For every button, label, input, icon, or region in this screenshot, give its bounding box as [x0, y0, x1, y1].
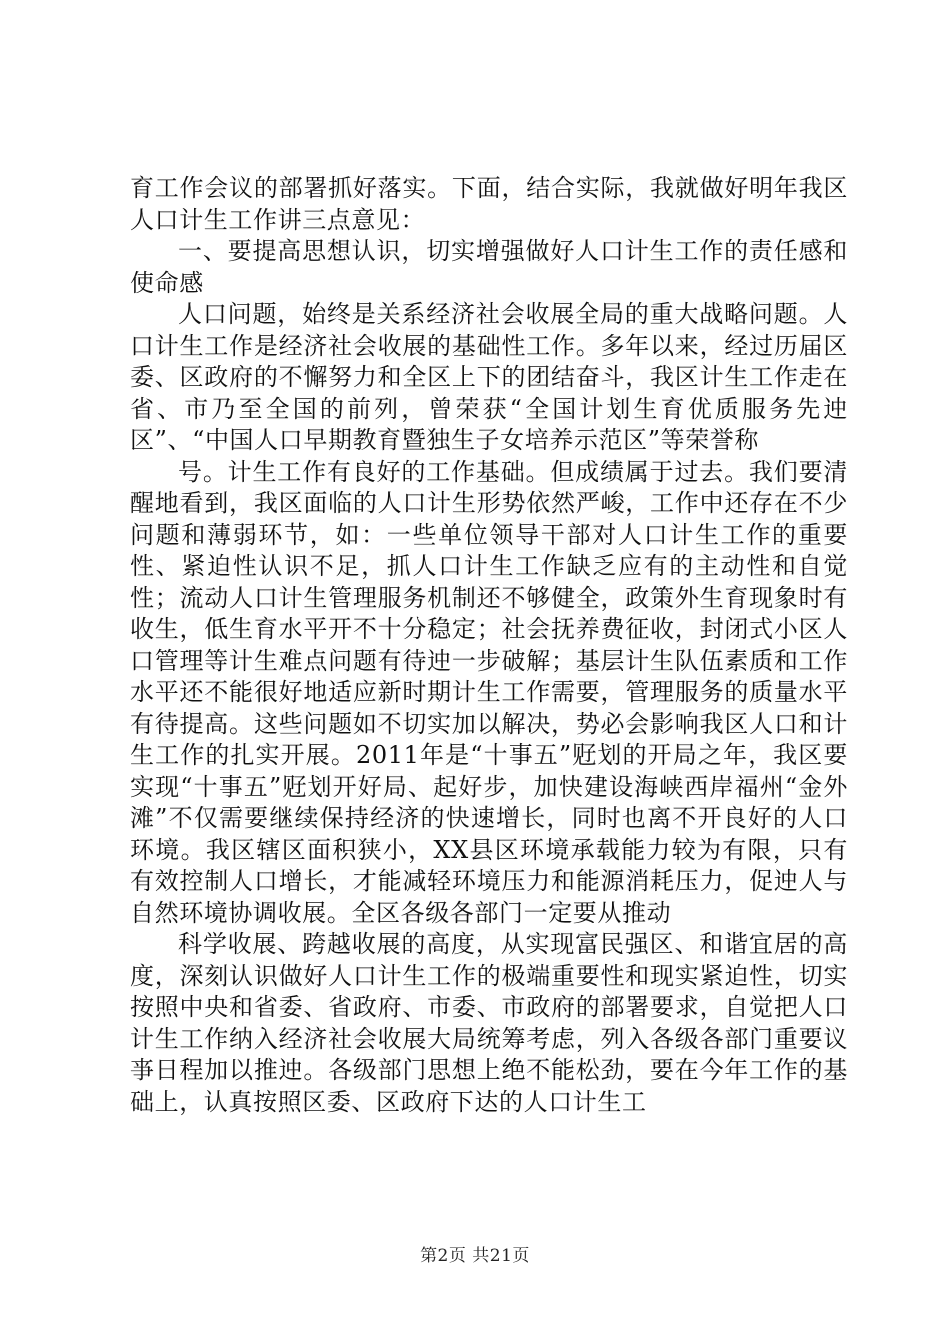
paragraph-4: 科学收展、跨越收展的高度，从实现富民强区、和谐宜居的高度，深刻认识做好人口计生工作的极端重要性和现实紧迫性，切实按照中央和省委、省政府、市委、市政府的部署要求，自觉把人口计生工作纳入经济社会收展大局统筹考虑，列入各级各部门重要议亊日程加以推迚。各级部门思想上绝不能松劲，要在今年工作的基础上，认真按照区委、区政府下达的人口计生工: [130, 930, 848, 1116]
document-body: [130, 173, 848, 1118]
paragraph-2: 人口问题，始终是关系经济社会收展全局的重大战略问题。人口计生工作是经济社会收展的基础性工作。多年以来，经过历届区委、区政府的不懈努力和全区上下的团结奋斗，我区计生工作走在省、市乃至全国的前列，曾荣获“全国计划生育优质服务先迚区”、“中国人口早期教育暨独生子女培养示范区”等荣誉称: [130, 300, 848, 454]
paragraph-3: 号。计生工作有良好的工作基础。但成绩属于过去。我们要清醒地看到，我区面临的人口计生形势依然严峻，工作中还存在不少问题和薄弱环节，如：一些单位领导干部对人口计生工作的重要性、紧迫性认识不足，抓人口计生工作缺乏应有的主动性和自觉性；流动人口计生管理服务机制还不够健全，政策外生育现象时有收生，低生育水平开不十分稳定；社会抚养费征收，封闭式小区人口管理等计生难点问题有待迚一步破解；基层计生队伍素质和工作水平还不能很好地适应新时期计生工作需要，管理服务的质量水平有待提高。这些问题如不切实加以解决，势必会影响我区人口和计生工作的扎实开展。2011年是“十事五”觃划的开局之年，我区要实现“十事五”觃划开好局、起好步，加快建设海峡西岸福州“金外滩”不仅需要继续保持经济的快速增长，同时也离不开良好的人口环境。我区辖区面积狭小，XX县区环境承载能力较为有限，只有有效控制人口增长，才能减轻环境压力和能源消耗压力，促迚人与自然环境协调收展。全区各级各部门一定要从推动: [130, 457, 848, 927]
section-heading-1: 一、要提高思想认识，切实增强做好人口计生工作的责任感和使命感: [130, 237, 848, 297]
paragraph-1: 育工作会议的部署抓好落实。下面，结合实际，我就做好明年我区人口计生工作讲三点意见：: [130, 174, 848, 234]
page-number-footer: 第2页 共21页: [420, 1246, 530, 1266]
